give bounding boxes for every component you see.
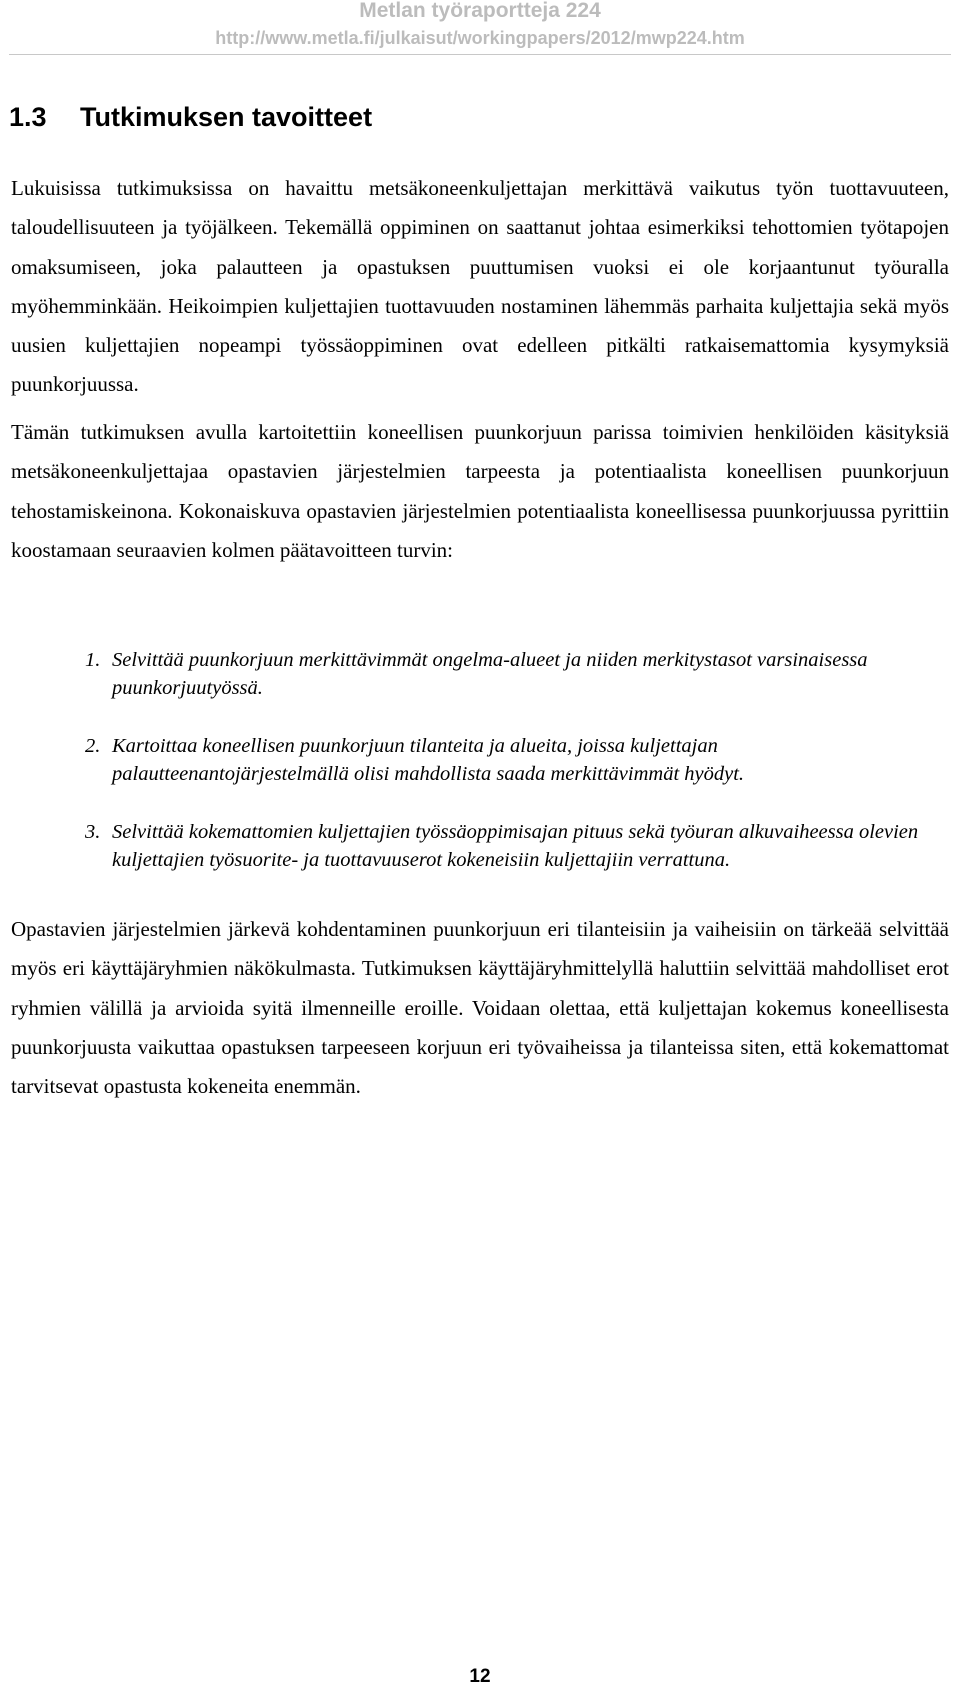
body-paragraph: Opastavien järjestelmien järkevä kohdentaminen puunkorjuun eri tilanteisiin ja vaiheisiin on tärkeää selvittää myös eri käyttäjäryhmien näkökulmasta. Tutkimuksen käyttäjäryhmittelyllä haluttiin selvittää mahdolliset erot ryhmien välillä ja arvioida syitä ilmenneille eroille. Voidaan olettaa, että kuljettajan kokemus koneellisesta puunkorjuusta vaikuttaa opastuksen tarpeeseen korjuun eri työvaiheissa ja tilanteissa siten, että kokemattomat tarvitsevat opastusta kokeneita enemmän.: [11, 917, 949, 1099]
goal-item: [85, 733, 931, 788]
goals-list: [85, 647, 931, 874]
goal-text: Selvittää puunkorjuun merkittävimmät ongelma-alueet ja niiden merkitystasot varsinaisessa puunkorjuutyössä.: [112, 649, 868, 699]
goal-item: [85, 647, 931, 702]
goal-text: Kartoittaa koneellisen puunkorjuun tilanteita ja alueita, joissa kuljettajan palautteenantojärjestelmällä olisi mahdollista saada merkittävimmät hyödyt.: [112, 735, 745, 785]
section-title-text: Tutkimuksen tavoitteet: [80, 102, 373, 132]
page-number: 12: [469, 1666, 491, 1687]
series-title: Metlan työraportteja 224: [359, 0, 601, 22]
goal-item: [85, 819, 931, 874]
section-heading: [9, 100, 372, 134]
header-divider: [9, 54, 951, 55]
goal-text: Selvittää kokemattomien kuljettajien työssäoppimisajan pituus sekä työuran alkuvaiheessa olevien kuljettajien työsuorite- ja tuottavuuserot kokeneisiin kuljettajiin verrattuna.: [112, 821, 919, 871]
goal-number: 2.: [85, 735, 101, 757]
section-number: 1.3: [9, 102, 47, 132]
body-paragraph: Lukuisissa tutkimuksissa on havaittu metsäkoneenkuljettajan merkittävä vaikutus työn tuottavuuteen, taloudellisuuteen ja työjälkeen. Tekemällä oppiminen on saattanut johtaa esimerkiksi tehottomien työtapojen omaksumiseen, joka palautteen ja opastuksen puuttumisen vuoksi ei ole korjaantunut työuralla myöhemminkään. Heikoimpien kuljettajien tuottavuuden nostaminen lähemmäs parhaita kuljettajia sekä myös uusien kuljettajien nopeampi työssäoppiminen ovat edelleen pitkälti ratkaisemattomia kysymyksiä puunkorjuussa.: [11, 176, 949, 397]
goal-number: 1.: [85, 649, 101, 671]
goal-number: 3.: [85, 821, 101, 843]
body-paragraph: Tämän tutkimuksen avulla kartoitettiin koneellisen puunkorjuun parissa toimivien henkilöiden käsityksiä metsäkoneenkuljettajaa opastavien järjestelmien tarpeesta ja potentiaalista koneellisen puunkorjuun tehostamiskeinona. Kokonaiskuva opastavien järjestelmien potentiaalista koneellisessa puunkorjuussa pyrittiin koostamaan seuraavien kolmen päätavoitteen turvin:: [11, 420, 949, 562]
publication-url: http://www.metla.fi/julkaisut/workingpapers/2012/mwp224.htm: [215, 28, 745, 48]
